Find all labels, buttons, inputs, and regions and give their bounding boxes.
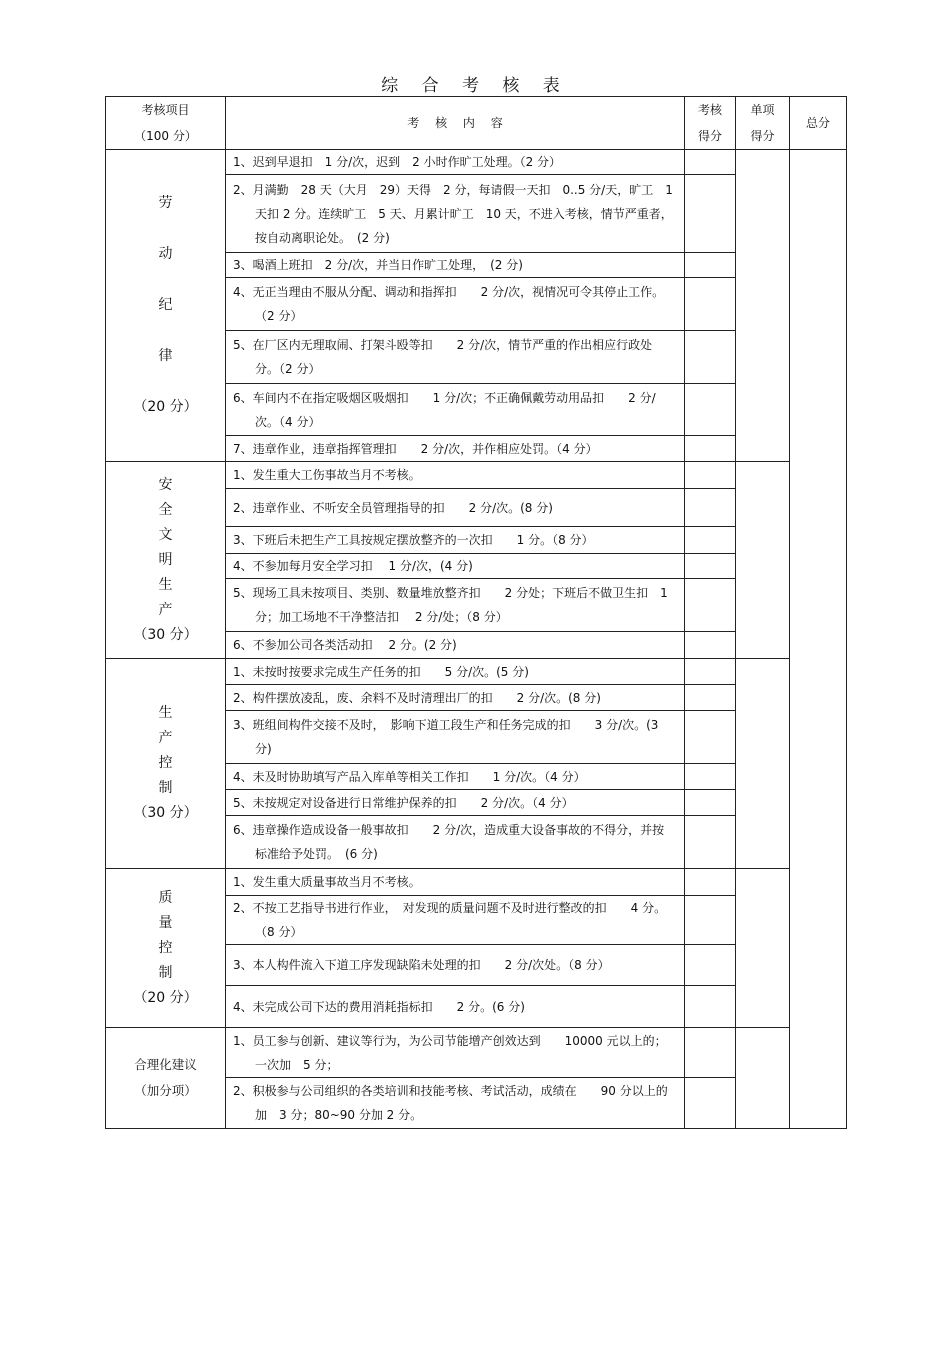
category-label: 安	[158, 476, 173, 493]
criteria-cell	[226, 869, 685, 896]
criteria-cell	[226, 150, 685, 175]
table-row	[106, 150, 847, 175]
category-label: 合理化建议	[134, 1057, 197, 1072]
criteria-cell	[226, 764, 685, 790]
criteria-cell	[226, 632, 685, 659]
category-label: 产	[158, 601, 173, 618]
category-label: 生	[158, 576, 173, 593]
single-score-cell[interactable]	[736, 1028, 790, 1129]
score-input-cell[interactable]	[685, 816, 736, 869]
category-label: 明	[158, 551, 173, 568]
category-label: 纪	[158, 297, 173, 313]
score-input-cell[interactable]	[685, 685, 736, 711]
category-cell	[106, 659, 226, 869]
criteria-text: 5、在厂区内无理取闹、打架斗殴等扣 2 分/次，情节严重的作出相应行政处分。（2 分）	[233, 338, 653, 376]
category-label: 劳	[158, 195, 173, 211]
criteria-cell	[226, 986, 685, 1028]
score-input-cell[interactable]	[685, 253, 736, 278]
category-label: 制	[158, 964, 173, 981]
score-input-cell[interactable]	[685, 554, 736, 579]
criteria-cell	[226, 527, 685, 554]
criteria-cell	[226, 711, 685, 764]
criteria-cell	[226, 945, 685, 986]
single-score-cell[interactable]	[736, 150, 790, 462]
score-input-cell[interactable]	[685, 986, 736, 1028]
score-input-cell[interactable]	[685, 384, 736, 436]
category-label: 制	[158, 780, 173, 796]
category-label: 律	[158, 348, 173, 364]
criteria-cell	[226, 462, 685, 489]
criteria-text: 2、违章作业、不听安全员管理指导的扣 2 分/次。(8 分)	[233, 500, 553, 515]
criteria-cell	[226, 790, 685, 816]
category-cell	[106, 1028, 226, 1129]
criteria-cell	[226, 896, 685, 945]
score-input-cell[interactable]	[685, 1078, 736, 1129]
criteria-text: 4、无正当理由不服从分配、调动和指挥扣 2 分/次，视情况可令其停止工作。（2 分）	[233, 285, 665, 323]
criteria-cell	[226, 384, 685, 436]
criteria-text: 4、不参加每月安全学习扣 1 分/次，(4 分)	[233, 559, 473, 573]
score-input-cell[interactable]	[685, 489, 736, 527]
criteria-cell	[226, 253, 685, 278]
criteria-text: 7、违章作业，违章指挥管理扣 2 分/次，并作相应处罚。（4 分）	[233, 441, 598, 456]
score-input-cell[interactable]	[685, 790, 736, 816]
criteria-text: 3、下班后未把生产工具按规定摆放整齐的一次扣 1 分。（8 分）	[233, 533, 594, 547]
criteria-text: 1、未按时按要求完成生产任务的扣 5 分/次。(5 分)	[233, 664, 529, 679]
table-row	[106, 659, 847, 685]
score-input-cell[interactable]	[685, 711, 736, 764]
header-score-label-2: 得分	[697, 129, 722, 143]
score-input-cell[interactable]	[685, 764, 736, 790]
criteria-text: 2、构件摆放凌乱，废、余料不及时清理出厂的扣 2 分/次。(8 分)	[233, 690, 601, 705]
criteria-cell	[226, 579, 685, 632]
score-input-cell[interactable]	[685, 527, 736, 554]
score-input-cell[interactable]	[685, 659, 736, 685]
criteria-text: 3、本人构件流入下道工序发现缺陷未处理的扣 2 分/次处。（8 分）	[233, 958, 610, 972]
criteria-text: 4、未完成公司下达的费用消耗指标扣 2 分。(6 分)	[233, 999, 525, 1014]
criteria-text: 4、未及时协助填写产品入库单等相关工作扣 1 分/次。（4 分）	[233, 769, 586, 784]
score-input-cell[interactable]	[685, 278, 736, 331]
criteria-cell	[226, 278, 685, 331]
criteria-cell	[226, 659, 685, 685]
criteria-cell	[226, 816, 685, 869]
category-label: 动	[158, 246, 173, 262]
score-input-cell[interactable]	[685, 331, 736, 384]
category-label: 文	[158, 526, 173, 543]
category-label: 控	[158, 939, 173, 956]
category-label: 生	[158, 705, 173, 721]
criteria-text: 2、不按工艺指导书进行作业， 对发现的质量问题不及时进行整改的扣 4 分。（8 分）	[233, 901, 667, 939]
criteria-text: 1、员工参与创新、建议等行为，为公司节能增产创效达到 10000 元以上的；一次加 5 分；	[233, 1033, 667, 1072]
category-label: （20 分）	[133, 399, 198, 415]
criteria-text: 2、月满勤 28 天（大月 29）天得 2 分，每请假一天扣 0..5 分/天，旷工 1 天扣 2 分。连续旷工 5 天、月累计旷工 10 天，不进入考核，情节严重者，按自动离职论处。 (2 分)	[233, 182, 673, 245]
header-score-cell	[685, 97, 736, 150]
header-item-label: 考核项目	[141, 103, 190, 117]
criteria-text: 1、发生重大质量事故当月不考核。	[233, 875, 421, 889]
page-title: 综 合 考 核 表	[381, 76, 569, 96]
score-input-cell[interactable]	[685, 632, 736, 659]
single-score-cell[interactable]	[736, 869, 790, 1028]
header-single-cell	[736, 97, 790, 150]
score-input-cell[interactable]	[685, 150, 736, 175]
category-cell	[106, 869, 226, 1028]
header-row	[106, 97, 847, 150]
table-row	[106, 1028, 847, 1078]
criteria-cell	[226, 489, 685, 527]
assessment-table	[105, 96, 847, 1129]
category-cell	[106, 150, 226, 462]
criteria-text: 3、喝酒上班扣 2 分/次，并当日作旷工处理， (2 分)	[233, 258, 523, 272]
category-label: （加分项）	[134, 1083, 197, 1098]
category-label: （20 分）	[133, 989, 198, 1006]
score-input-cell[interactable]	[685, 945, 736, 986]
single-score-cell[interactable]	[736, 659, 790, 869]
criteria-text: 3、班组间构件交接不及时， 影响下道工段生产和任务完成的扣 3 分/次。(3 分)	[233, 718, 659, 756]
criteria-text: 1、迟到早退扣 1 分/次，迟到 2 小时作旷工处理。（2 分）	[233, 155, 562, 169]
header-item-cell	[106, 97, 226, 150]
category-cell	[106, 462, 226, 659]
category-label: 全	[158, 501, 173, 518]
criteria-cell	[226, 1028, 685, 1078]
category-label: （30 分）	[133, 805, 198, 821]
header-item-points: （100 分）	[134, 129, 197, 143]
table-row	[106, 869, 847, 896]
criteria-text: 6、不参加公司各类活动扣 2 分。(2 分)	[233, 638, 457, 652]
total-score-cell[interactable]	[790, 150, 847, 1129]
criteria-text: 5、现场工具未按项目、类别、数量堆放整齐扣 2 分处；下班后不做卫生扣 1 分；加工场地不干净整洁扣 2 分/处；（8 分）	[233, 586, 668, 624]
category-label: 控	[158, 755, 173, 771]
header-score-label: 考核	[697, 103, 722, 117]
category-label: 产	[158, 730, 173, 746]
criteria-text: 5、未按规定对设备进行日常维护保养的扣 2 分/次。（4 分）	[233, 795, 574, 810]
score-input-cell[interactable]	[685, 436, 736, 462]
score-input-cell[interactable]	[685, 579, 736, 632]
category-label: （30 分）	[133, 626, 198, 643]
criteria-text: 2、积极参与公司组织的各类培训和技能考核、考试活动，成绩在 90 分以上的加 3 分；80~90 分加 2 分。	[233, 1084, 668, 1122]
category-label: 量	[158, 914, 173, 931]
criteria-cell	[226, 1078, 685, 1129]
criteria-cell	[226, 436, 685, 462]
criteria-text: 1、发生重大工伤事故当月不考核。	[233, 468, 421, 482]
header-single-label: 单项	[750, 103, 775, 117]
criteria-text: 6、违章操作造成设备一般事故扣 2 分/次，造成重大设备事故的不得分，并按标准给予处罚。 (6 分)	[233, 823, 665, 861]
header-content-cell: 考 核 内 容	[226, 97, 685, 150]
table-row	[106, 462, 847, 489]
criteria-cell	[226, 175, 685, 253]
score-input-cell[interactable]	[685, 1028, 736, 1078]
header-total-cell: 总分	[790, 97, 847, 150]
criteria-text: 6、车间内不在指定吸烟区吸烟扣 1 分/次；不正确佩戴劳动用品扣 2 分/次。（4 分）	[233, 390, 656, 429]
criteria-cell	[226, 331, 685, 384]
score-input-cell[interactable]	[685, 896, 736, 945]
score-input-cell[interactable]	[685, 462, 736, 489]
criteria-cell	[226, 554, 685, 579]
single-score-cell[interactable]	[736, 462, 790, 659]
header-single-label-2: 得分	[750, 129, 775, 143]
score-input-cell[interactable]	[685, 175, 736, 253]
score-input-cell[interactable]	[685, 869, 736, 896]
category-label: 质	[158, 889, 173, 906]
criteria-cell	[226, 685, 685, 711]
